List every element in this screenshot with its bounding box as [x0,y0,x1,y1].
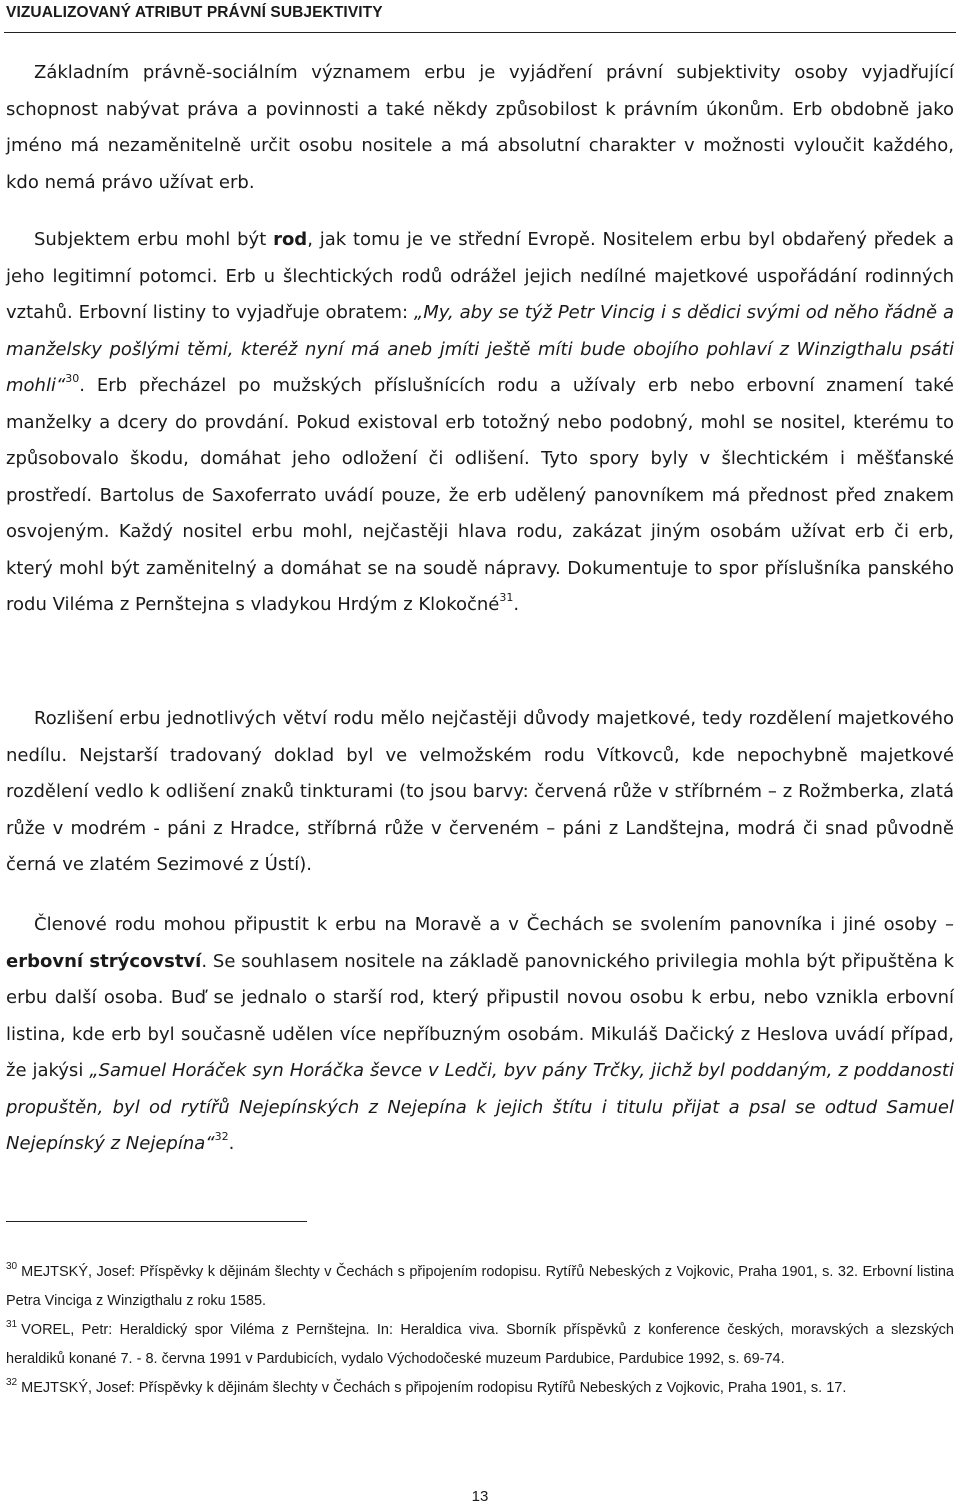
italic-quote: „Samuel Horáček syn Horáčka ševce v Ledči, byv pány Trčky, jichž byl poddaným, z poddanosti propuštěn, byl od rytířů Nejepínských z Nejepína k jejich štítu i titulu přijat a psal se odtud Samuel Nejepínský z Nejepína“ [6,1060,954,1154]
text-run: . [513,594,520,615]
running-header: VIZUALIZOVANÝ ATRIBUT PRÁVNÍ SUBJEKTIVITY [6,4,383,21]
bold-term: rod [273,229,308,250]
footnote-number: 32 [6,1377,18,1389]
paragraph-text: Základním právně-sociálním významem erbu je vyjádření právní subjektivity osoby vyjadřující schopnost nabývat práva a povinnosti a také někdy způsobilost k právním úkonům. Erb obdobně jako jméno má nezaměnitelně určit osobu nositele a má absolutní charakter v možnosti vyloučit každého, kdo nemá právo užívat erb. [6,62,954,193]
paragraph-text [6,222,954,624]
page-number: 13 [471,1488,489,1505]
text-run: Členové rodu mohou připustit k erbu na Moravě a v Čechách se svolením panovníka i jiné osoby – [34,914,954,935]
text-run: . Se souhlasem nositele na základě panovnického privilegia mohla být připuštěna k erbu další osoba. Buď se jednalo o starší rod, který připustil novou osobu k erbu, nebo vznikla erbovní listina, kde erb byl současně udělen více nepříbuzným osobám. Mikuláš Dačický z Heslova uvádí případ, že jakýsi [6,950,954,1081]
footnote-separator [6,1221,307,1222]
footnote-ref[interactable]: 30 [65,372,80,385]
paragraph-distinction-of-arms [6,701,954,884]
header-divider [4,32,956,33]
bold-term: erbovní strýcovství [6,950,202,972]
text-run: Subjektem erbu mohl být [34,229,274,250]
footnote-text: MEJTSKÝ, Josef: Příspěvky k dějinám šlechty v Čechách s připojením rodopisu. Rytířů Nebeských z Vojkovic, Praha 1901, s. 32. Erbovní listina Petra Vinciga z Winzigthalu z roku 1585. [6,1264,954,1309]
paragraph-subject-of-arms [6,222,954,624]
italic-quote: „My, aby se týž Petr Vincig i s dědici svými od něho řádně a manželsky pošlými těmi, kteréž nyní má aneb jmíti ještě míti bude obojího pohlaví z Winzigthalu psáti mohli“ [6,302,954,396]
paragraph-armorial-kinship [6,907,954,1163]
text-run: , jak tomu je ve střední Evropě. Nositelem erbu byl obdařený předek a jeho legitimní potomci. Erb u šlechtických rodů odrážel jejich nedílné majetkové uspořádání rodinných vztahů. Erbovní listiny to vyjadřuje obratem: [6,229,954,323]
footnote-item [6,1258,954,1316]
paragraph-text [6,907,954,1163]
footnote-number: 31 [6,1319,18,1331]
text-run: . Erb přecházel po mužských příslušnících rodu a užívaly erb nebo erbovní znamení také manželky a dcery do provdání. Pokud existoval erb totožný nebo podobný, mohl se nositel, kterému to způsobovalo škodu, domáhat jeho odložení či odlišení. Tyto spory byly v šlechtickém i měšťanské prostředí. Bartolus de Saxoferrato uvádí pouze, že erb udělený panovníkem má přednost před znakem osvojeným. Každý nositel erbu mohl, nejčastěji hlava rodu, zakázat jiným osobám užívat erb či erb, který mohl být zaměnitelný a domáhat se na soudě nápravy. Dokumentuje to spor příslušníka panského rodu Viléma z Pernštejna s vladykou Hrdým z Klokočné [6,375,954,615]
footnote-ref[interactable]: 32 [214,1130,229,1143]
footnote-ref[interactable]: 31 [499,591,514,604]
footnote-item [6,1316,954,1374]
footnote-item [6,1374,954,1403]
footnotes [6,1258,954,1403]
text-run: . [228,1133,235,1154]
footnote-text: VOREL, Petr: Heraldický spor Viléma z Pernštejna. In: Heraldica viva. Sborník příspěvků z konference českých, moravských a slezských heraldiků konané 7. - 8. června 1991 v Pardubicích, vydalo Východočeské muzeum Pardubice, Pardubice 1992, s. 69-74. [6,1322,954,1367]
footnote-text: MEJTSKÝ, Josef: Příspěvky k dějinám šlechty v Čechách s připojením rodopisu Rytířů Nebeských z Vojkovic, Praha 1901, s. 17. [21,1380,847,1396]
paragraph-legal-subjectivity [6,55,954,201]
footnote-number: 30 [6,1261,18,1273]
paragraph-text: Rozlišení erbu jednotlivých větví rodu mělo nejčastěji důvody majetkové, tedy rozdělení majetkového nedílu. Nejstarší tradovaný doklad byl ve velmožském rodu Vítkovců, kde nepochybně majetkové rozdělení vedlo k odlišení znaků tinkturami (to jsou barvy: červená růže v stříbrném – z Rožmberka, zlatá růže v modrém - páni z Hradce, stříbrná růže v červeném – páni z Landštejna, modrá či snad původně černá ve zlatém Sezimové z Ústí). [6,708,954,875]
